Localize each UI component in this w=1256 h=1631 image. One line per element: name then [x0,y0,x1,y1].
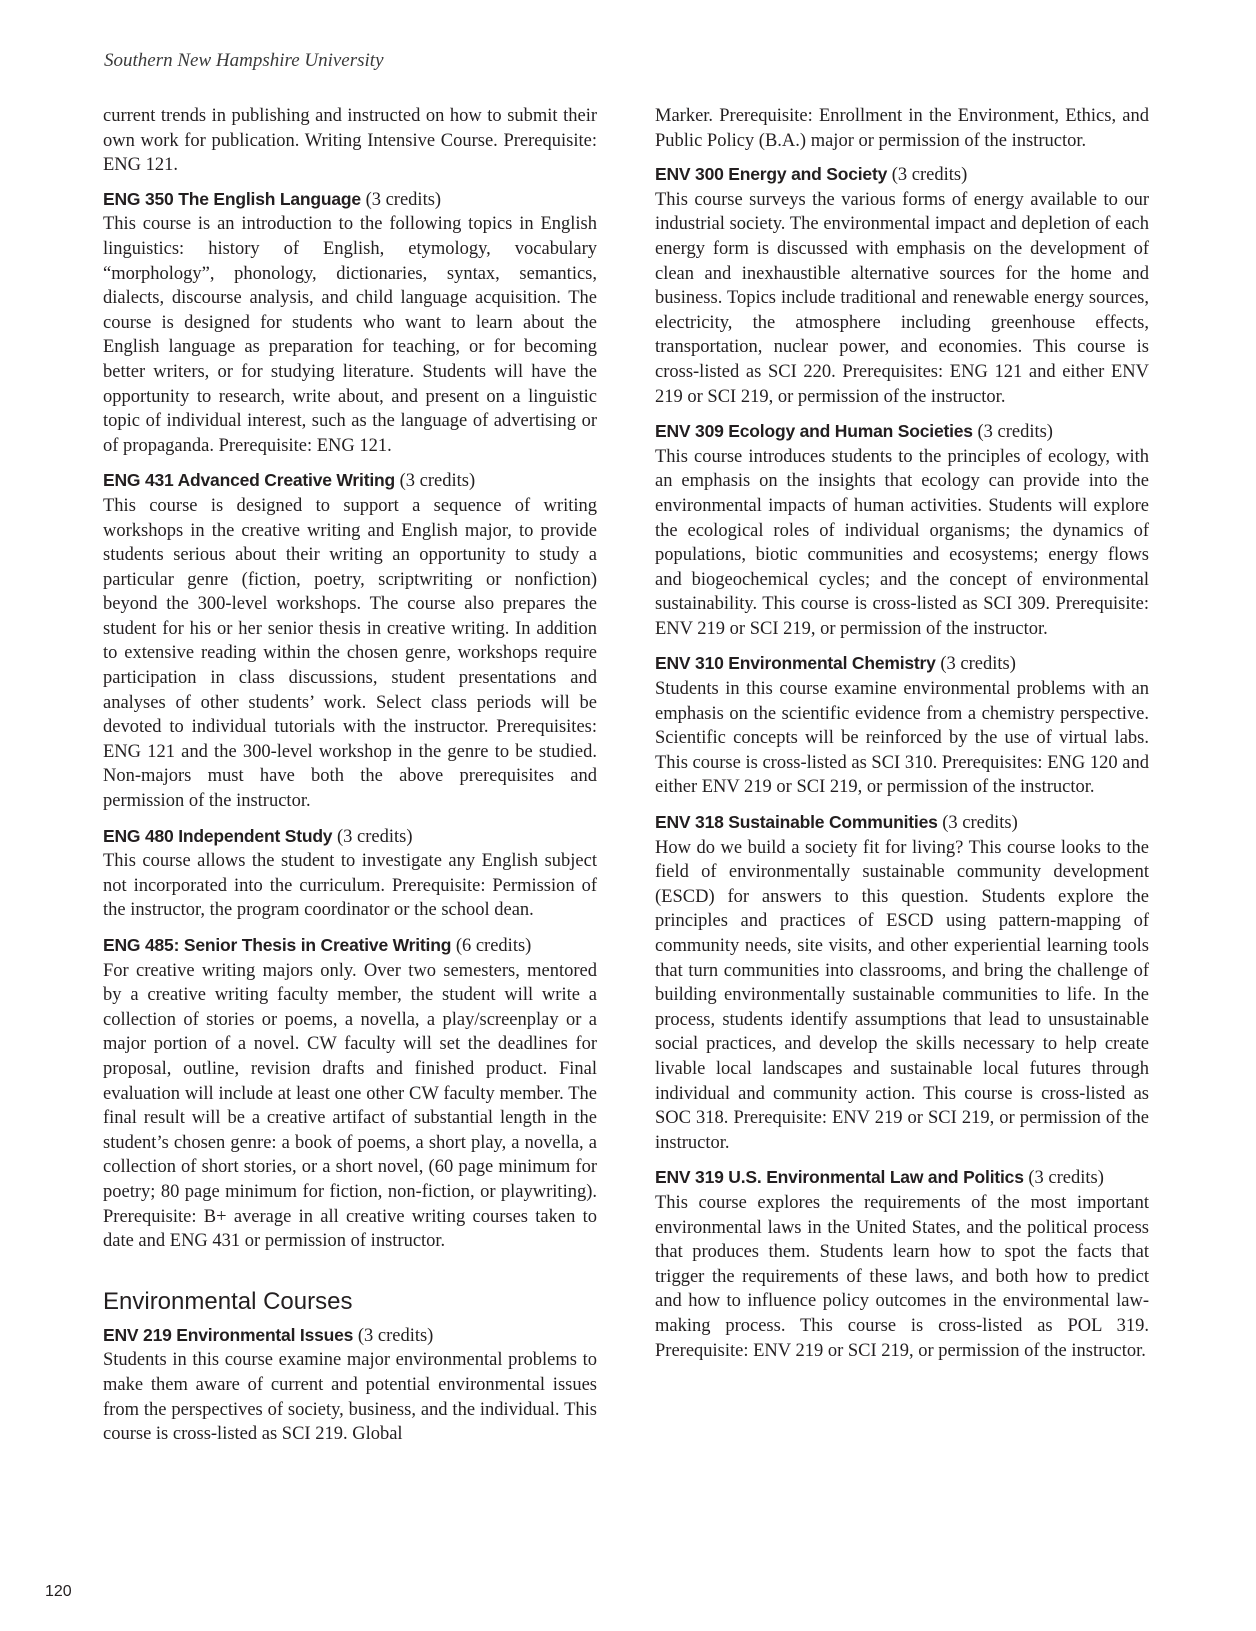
course-entry [103,187,597,459]
course-title: ENG 431 Advanced Creative Writing [103,470,395,491]
course-title: ENV 318 Sustainable Communities [655,812,938,833]
course-title: ENG 350 The English Language [103,188,361,209]
right-column [655,104,1149,1373]
course-credits: (3 credits) [365,189,442,210]
course-entry [103,468,597,813]
course-credits: (3 credits) [891,165,968,186]
course-title: ENV 219 Environmental Issues [103,1324,354,1345]
continuation-text: current trends in publishing and instructed on how to submit their own work for publication. Writing Intensive Course. Prerequisite: ENG 121. [103,106,597,176]
course-description: This course explores the requirements of the most important environmental laws in the United States, and the political process that produces them. Students learn how to spot the facts that trigger the requirements of these laws, and both how to predict and how to influence policy outcomes in the environmental law-making process. This course is cross-listed as POL 319. Prerequisite: ENV 219 or SCI 219, or permission of the instructor. [655,1192,1149,1361]
course-description: Students in this course examine environmental problems with an emphasis on the scientific evidence from a chemistry perspective. Scientific concepts will be reinforced by the use of virtual labs. This course is cross-listed as SCI 310. Prerequisites: ENG 120 and either ENV 219 or SCI 219, or permission of the instructor. [655,679,1149,798]
course-description: This course surveys the various forms of energy available to our industrial society. The environmental impact and depletion of each energy form is discussed with emphasis on the development of clean and inexhaustible alternative sources for the home and business. Topics include traditional and renewable energy sources, electricity, the atmosphere including greenhouse effects, transportation, nuclear power, and economies. This course is cross-listed as SCI 220. Prerequisites: ENG 121 and either ENV 219 or SCI 219, or permission of the instructor. [655,189,1149,407]
course-credits: (3 credits) [942,813,1018,834]
course-entry [655,810,1149,1155]
course-entry [103,1323,597,1447]
course-entry [655,1165,1149,1363]
course-heading [103,187,597,213]
course-title: ENG 480 Independent Study [103,825,333,846]
course-heading [103,933,597,959]
course-description: How do we build a society fit for living? This course looks to the field of environmentally sustainable community development (ESCD) for answers to this question. Students explore the principles and practices of ESCD using pattern-mapping of community needs, site visits, and other experiential learning tools that turn communities into classrooms, and bring the challenge of building environmentally sustainable communities to life. In the process, students identify assumptions that lead to unsustainable social practices, and develop the skills necessary to help create livable local landscapes and sustainable local futures through individual and community action. This course is cross-listed as SOC 318. Prerequisite: ENV 219 or SCI 219, or permission of the instructor. [655,837,1149,1153]
course-heading [103,468,597,494]
course-title: ENV 309 Ecology and Human Societies [655,421,973,442]
left-column [103,104,597,1457]
course-entry [655,419,1149,641]
course-heading [655,162,1149,188]
course-heading [103,1323,597,1349]
course-heading [655,419,1149,445]
course-credits: (3 credits) [336,826,413,847]
course-title: ENG 485: Senior Thesis in Creative Writing [103,935,452,955]
course-title: ENV 319 U.S. Environmental Law and Politics [655,1167,1024,1188]
course-credits: (3 credits) [940,654,1016,675]
section-heading: Environmental Courses [103,1287,353,1315]
course-description: This course is designed to support a sequence of writing workshops in the creative writing and English major, to provide students serious about their writing an opportunity to study a particular genre (fiction, poetry, scriptwriting or nonfiction) beyond the 300-level workshops. The course also prepares the student for his or her senior thesis in creative writing. In addition to extensive reading within the chosen genre, workshops require participation in class discussions, student presentations and analyses of other students’ work. Select class periods will be devoted to individual tutorials with the instructor. Prerequisites: ENG 121 and the 300-level workshop in the genre to be studied. Non-majors must have both the above prerequisites and permission of the instructor. [103,495,597,812]
course-title: ENV 310 Environmental Chemistry [655,653,936,674]
course-entry [655,162,1149,409]
course-credits: (3 credits) [977,422,1053,443]
course-credits: (3 credits) [399,471,476,492]
course-credits: (3 credits) [357,1325,434,1346]
course-description: This course introduces students to the principles of ecology, with an emphasis on the insights that ecology can provide into the environmental impacts of human activities. Students will explore the ecological roles of individual organisms; the dynamics of populations, biotic communities and ecosystems; energy flows and biogeochemical cycles; and the concept of environmental sustainability. This course is cross-listed as SCI 309. Prerequisite: ENV 219 or SCI 219, or permission of the instructor. [655,446,1149,639]
course-heading [655,810,1149,836]
course-heading [655,1165,1149,1191]
running-head: Southern New Hampshire University [104,50,384,71]
continuation-text: Marker. Prerequisite: Enrollment in the Environment, Ethics, and Public Policy (B.A.) major or permission of the instructor. [655,106,1149,151]
course-entry [655,651,1149,800]
course-entry [103,933,597,1254]
course-heading [655,651,1149,677]
course-description: For creative writing majors only. Over two semesters, mentored by a creative writing faculty member, the student will write a collection of stories or poems, a novella, a play/screenplay or a major portion of a novel. CW faculty will set the deadlines for proposal, outline, revision drafts and finished product. Final evaluation will include at least one other CW faculty member. The final result will be a creative artifact of substantial length in the student’s chosen genre: a book of poems, a short play, a novella, a collection of short stories, or a short novel, (60 page minimum for poetry; 80 page minimum for fiction, non-fiction, or playwriting). Prerequisite: B+ average in all creative writing courses taken to date and ENG 431 or permission of instructor. [103,960,597,1252]
page-number: 120 [45,1583,72,1600]
course-entry [103,824,597,923]
course-title: ENV 300 Energy and Society [655,164,888,185]
course-description: This course is an introduction to the following topics in English linguistics: history of English, etymology, vocabulary “morphology”, phonology, dictionaries, syntax, semantics, dialects, discourse analysis, and child language acquisition. The course is designed for students who want to learn about the English language as preparation for teaching, or for becoming better writers, or for studying literature. Students will have the opportunity to research, write about, and present on a linguistic topic of individual interest, such as the language of advertising or of propaganda. Prerequisite: ENG 121. [103,214,597,456]
course-description: Students in this course examine major environmental problems to make them aware of current and potential environmental issues from the perspectives of society, business, and the individual. This course is cross-listed as SCI 219. Global [103,1350,597,1445]
course-credits: (3 credits) [1028,1168,1104,1189]
course-credits: (6 credits) [455,936,532,956]
course-description: This course allows the student to investigate any English subject not incorporated into the curriculum. Prerequisite: Permission of the instructor, the program coordinator or the school dean. [103,851,597,921]
course-heading [103,824,597,850]
